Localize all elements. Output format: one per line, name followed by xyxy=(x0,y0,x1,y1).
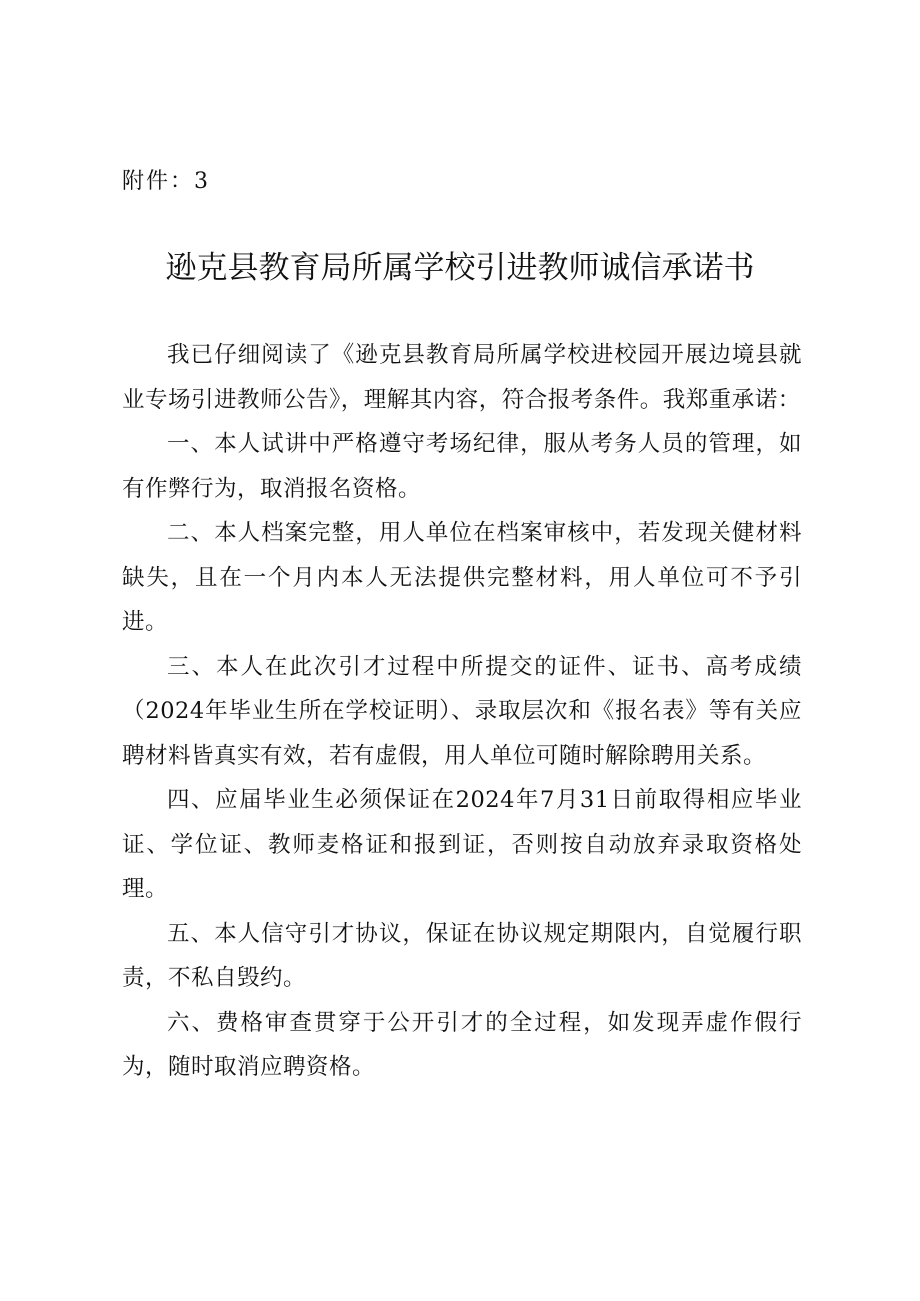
attachment-label: 附件：3 xyxy=(122,169,210,194)
document-body xyxy=(122,333,802,1090)
paragraph-item-1: 一、本人试讲中严格遵守考场纪律，服从考务人员的管理，如有作弊行为，取消报名资格。 xyxy=(122,431,802,502)
paragraph-intro: 我已仔细阅读了《逊克县教育局所属学校进校园开展边境县就业专场引进教师公告》，理解其内容，符合报考条件。我郑重承诺： xyxy=(122,342,802,413)
paragraph-item-4: 四、应届毕业生必须保证在2024年7月31日前取得相应毕业证、学位证、教师麦格证和报到证，否则按自动放弃录取资格处理。 xyxy=(122,787,802,902)
paragraph-item-6: 六、费格审查贯穿于公开引才的全过程，如发现弄虚作假行为，随时取消应聘资格。 xyxy=(122,1009,802,1080)
document-title: 逊克县教育局所属学校引进教师诚信承诺书 xyxy=(165,250,755,286)
paragraph-item-3: 三、本人在此次引才过程中所提交的证件、证书、高考成绩（2024年毕业生所在学校证明）、录取层次和《报名表》等有关应聘材料皆真实有效，若有虚假，用人单位可随时解除聘用关系。 xyxy=(122,653,802,769)
paragraph-item-5: 五、本人信守引才协议，保证在协议规定期限内，自觉履行职责，不私自毁约。 xyxy=(122,920,802,991)
paragraph-item-2: 二、本人档案完整，用人单位在档案审核中，若发现关健材料缺失，且在一个月内本人无法提供完整材料，用人单位可不予引进。 xyxy=(122,520,802,635)
